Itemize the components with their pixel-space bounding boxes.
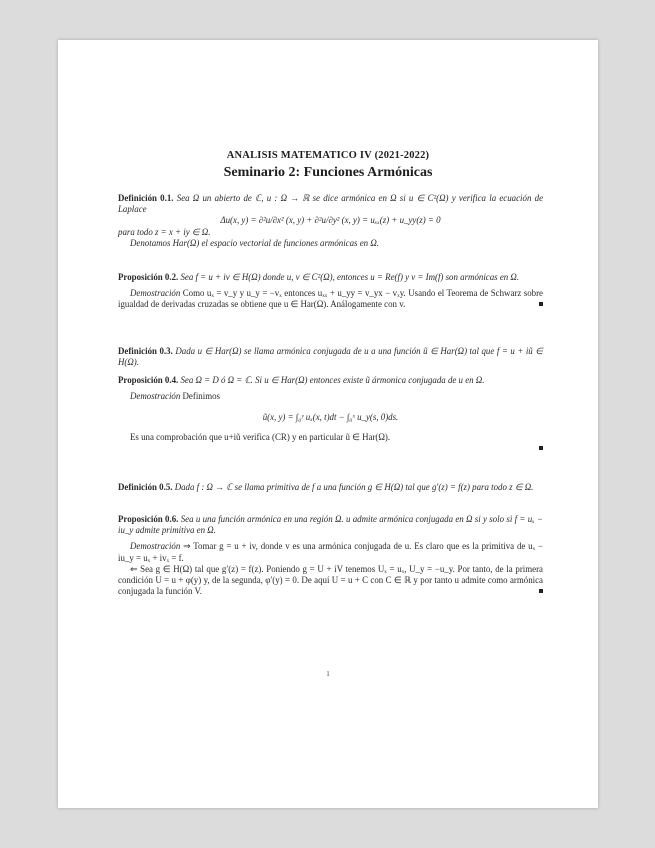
laplace-equation: Δu(x, y) = ∂²u/∂x² (x, y) + ∂²u/∂y² (x, y) = uₓₓ(z) + u_yy(z) = 0 bbox=[220, 215, 441, 226]
proposition-text: Sea u una función armónica en una región Ω. u admite armónica conjugada en Ω si y solo si f = uₓ − iu_y admite primitiva en Ω. bbox=[118, 514, 544, 536]
proposition-0-6 bbox=[118, 514, 543, 597]
demo-label: Demostración bbox=[130, 391, 181, 402]
proposition-label: Proposición 0.2. bbox=[118, 272, 179, 282]
definition-label: Definición 0.5. bbox=[118, 482, 173, 492]
conjugate-equation: ũ(x, y) = ∫₀ʸ uₓ(x, t)dt − ∫₀ˣ u_y(s, 0)ds. bbox=[262, 412, 399, 423]
proposition-text: Sea f = u + iv ∈ H(Ω) donde u, v ∈ C²(Ω), entonces u = Re(f) y v = Im(f) son armónicas en Ω. bbox=[180, 272, 520, 282]
course-title: ANALISIS MATEMATICO IV (2021-2022) bbox=[226, 150, 430, 161]
demo-text: Es una comprobación que u+iũ verifica (CR) y en particular ũ ∈ Har(Ω). bbox=[130, 431, 391, 442]
seminar-title: Seminario 2: Funciones Armónicas bbox=[223, 165, 433, 180]
document-page bbox=[58, 40, 598, 808]
proposition-0-4 bbox=[118, 375, 543, 453]
definition-text: Dada f : Ω → ℂ se llama primitiva de f a una función g ∈ H(Ω) tal que g′(z) = f(z) para todo z ∈ Ω. bbox=[174, 482, 534, 492]
definition-text: Sea Ω un abierto de ℂ, u : Ω → ℝ se dice armónica en Ω si u ∈ C²(Ω) y verifica la ecuación de Laplace bbox=[118, 193, 544, 215]
definition-text: Denotamos Har(Ω) el espacio vectorial de funciones armónicas en Ω. bbox=[130, 237, 379, 248]
qed-mark bbox=[539, 302, 543, 306]
demo-text: ⇒ Tomar g = u + iv, donde v es una armónica conjugada de u. Es claro que es la primitiva de uₓ − iu_y = uₓ + ivₓ = f. bbox=[118, 541, 544, 563]
proposition-label: Proposición 0.4. bbox=[118, 375, 179, 385]
definition-0-3 bbox=[118, 346, 543, 368]
definition-label: Definición 0.1. bbox=[118, 193, 174, 203]
demo-label: Demostración bbox=[130, 288, 181, 299]
page-number: 1 bbox=[326, 670, 330, 678]
demo-text: ⇐ Sea g ∈ H(Ω) tal que g′(z) = f(z). Poniendo g = U + iV tenemos Uₓ = uₓ, U_y = −u_y. Por tanto, de la primera condición U = u + φ(y) y, de la segunda, φ′(y) = 0. De aquí U = u + C con C ∈ ℝ y por tanto u admite como armónica conjugada la función V. bbox=[118, 563, 543, 597]
definition-text: Dada u ∈ Har(Ω) se llama armónica conjugada de u a una función ũ ∈ Har(Ω) tal que f = u + iũ ∈ H(Ω). bbox=[118, 346, 544, 368]
definition-label: Definición 0.3. bbox=[118, 346, 173, 356]
definition-text: para todo z = x + iy ∈ Ω. bbox=[118, 226, 211, 237]
demo-text: Definimos bbox=[182, 391, 220, 402]
qed-mark bbox=[539, 589, 543, 593]
proposition-label: Proposición 0.6. bbox=[118, 514, 179, 524]
definition-0-5 bbox=[118, 482, 543, 493]
demo-text: Como uₓ = v_y y u_y = −vₓ entonces uₓₓ + u_yy = v_yx − vₓy. Usando el Teorema de Schwarz sobre igualdad de derivadas cruzadas se obtiene que u ∈ Har(Ω). Análogamente con v. bbox=[118, 288, 543, 310]
qed-mark bbox=[539, 446, 543, 450]
proposition-text: Sea Ω = D ó Ω = ℂ. Si u ∈ Har(Ω) entonces existe ũ ármonica conjugada de u en Ω. bbox=[180, 375, 485, 385]
proposition-0-2 bbox=[118, 272, 543, 311]
definition-0-1 bbox=[118, 193, 543, 249]
demo-label: Demostración bbox=[130, 541, 181, 552]
